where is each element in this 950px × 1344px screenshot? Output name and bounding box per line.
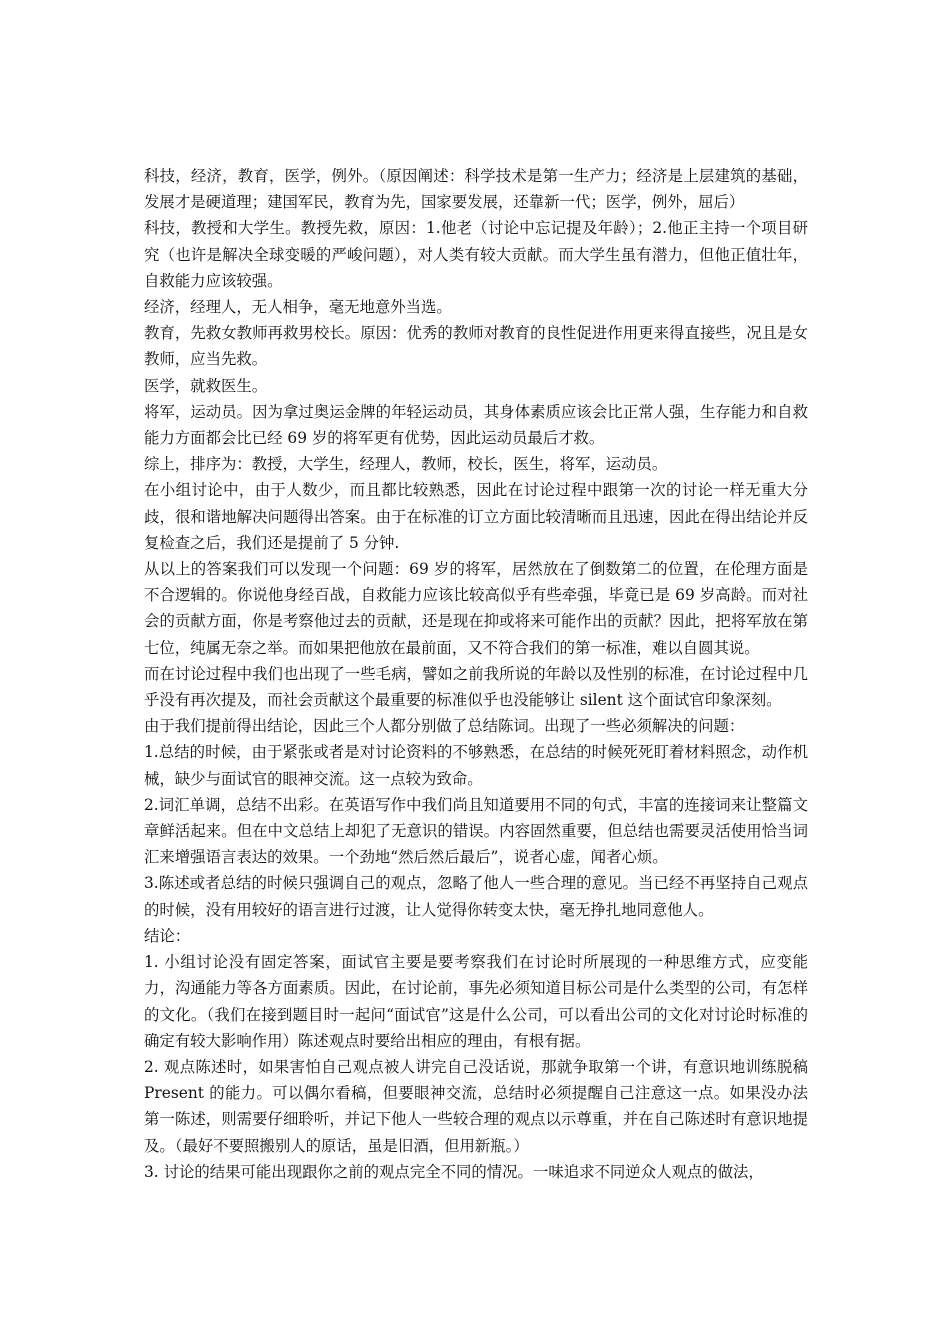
paragraph-10: 而在讨论过程中我们也出现了一些毛病，譬如之前我所说的年龄以及性别的标准，在讨论过程中几乎没有再次提及，而社会贡献这个最重要的标准似乎也没能够让 silent 这个面试官印象深刻。 [144, 664, 808, 710]
document-body [144, 163, 808, 1185]
paragraph-13: 2.词汇单调，总结不出彩。在英语写作中我们尚且知道要用不同的句式，丰富的连接词来让整篇文章鲜活起来。但在中文总结上却犯了无意识的错误。内容固然重要，但总结也需要灵活使用恰当词汇来增强语言表达的效果。一个劲地“然后然后最后”，说者心虚，闻者心烦。 [144, 795, 808, 867]
paragraph-3: 经济，经理人，无人相争，毫无地意外当选。 [144, 298, 452, 317]
paragraph-11: 由于我们提前得出结论，因此三个人都分别做了总结陈词。出现了一些必须解决的问题： [144, 717, 745, 736]
paragraph-6: 将军，运动员。因为拿过奥运金牌的年轻运动员，其身体素质应该会比正常人强，生存能力和自救能力方面都会比已经 69 岁的将军更有优势，因此运动员最后才救。 [144, 402, 808, 448]
paragraph-1: 科技，经济，教育，医学，例外。（原因阐述：科学技术是第一生产力；经济是上层建筑的基础，发展才是硬道理；建国军民，教育为先，国家要发展，还靠新一代；医学，例外，屈后） [144, 167, 808, 212]
paragraph-15: 结论： [144, 926, 191, 945]
paragraph-16: 1. 小组讨论没有固定答案，面试官主要是要考察我们在讨论时所展现的一种思维方式，应变能力，沟通能力等各方面素质。因此，在讨论前，事先必须知道目标公司是什么类型的公司，有怎样的文化。（我们在接到题目时一起问“面试官”这是什么公司，可以看出公司的文化对讨论时标准的确定有较大影响作用）陈述观点时要给出相应的理由，有根有据。 [144, 953, 808, 1050]
paragraph-12: 1.总结的时候，由于紧张或者是对讨论资料的不够熟悉，在总结的时候死死盯着材料照念，动作机械，缺少与面试官的眼神交流。这一点较为致命。 [144, 743, 808, 788]
paragraph-17: 2. 观点陈述时，如果害怕自己观点被人讲完自己没话说，那就争取第一个讲，有意识地训练脱稿 Present 的能力。可以偶尔看稿，但要眼神交流，总结时必须提醒自己注意这一点。如果没办法第一陈述，则需要仔细聆听，并记下他人一些较合理的观点以示尊重，并在自己陈述时有意识地提及。（最好不要照搬别人的原话，虽是旧酒，但用新瓶。） [144, 1057, 808, 1155]
paragraph-4: 教育，先救女教师再救男校长。原因：优秀的教师对教育的良性促进作用更来得直接些，况且是女教师，应当先救。 [144, 324, 808, 369]
paragraph-18: 3. 讨论的结果可能出现跟你之前的观点完全不同的情况。一味追求不同逆众人观点的做法， [144, 1162, 764, 1181]
paragraph-5: 医学，就救医生。 [144, 376, 268, 395]
paragraph-8: 在小组讨论中，由于人数少，而且都比较熟悉，因此在讨论过程中跟第一次的讨论一样无重大分歧，很和谐地解决问题得出答案。由于在标准的订立方面比较清晰而且迅速，因此在得出结论并反复检查之后，我们还是提前了 5 分钟. [144, 481, 808, 552]
paragraph-7: 综上，排序为：教授，大学生，经理人，教师，校长，医生，将军，运动员。 [144, 455, 668, 474]
paragraph-2: 科技，教授和大学生。教授先救，原因：1.他老（讨论中忘记提及年龄）；2.他正主持一个项目研究（也许是解决全球变暖的严峻问题），对人类有较大贡献。而大学生虽有潜力，但他正值壮年，自救能力应该较强。 [144, 219, 808, 290]
paragraph-9: 从以上的答案我们可以发现一个问题：69 岁的将军，居然放在了倒数第二的位置，在伦理方面是不合逻辑的。你说他身经百战，自救能力应该比较高似乎有些牵强，毕竟已是 69 岁高龄。而对社会的贡献方面，你是考察他过去的贡献，还是现在抑或将来可能作出的贡献？因此，把将军放在第七位，纯属无奈之举。而如果把他放在最前面，又不符合我们的第一标准，难以自圆其说。 [144, 560, 808, 657]
paragraph-14: 3.陈述或者总结的时候只强调自己的观点，忽略了他人一些合理的意见。当已经不再坚持自己观点的时候，没有用较好的语言进行过渡，让人觉得你转变太快，毫无挣扎地同意他人。 [144, 874, 808, 919]
